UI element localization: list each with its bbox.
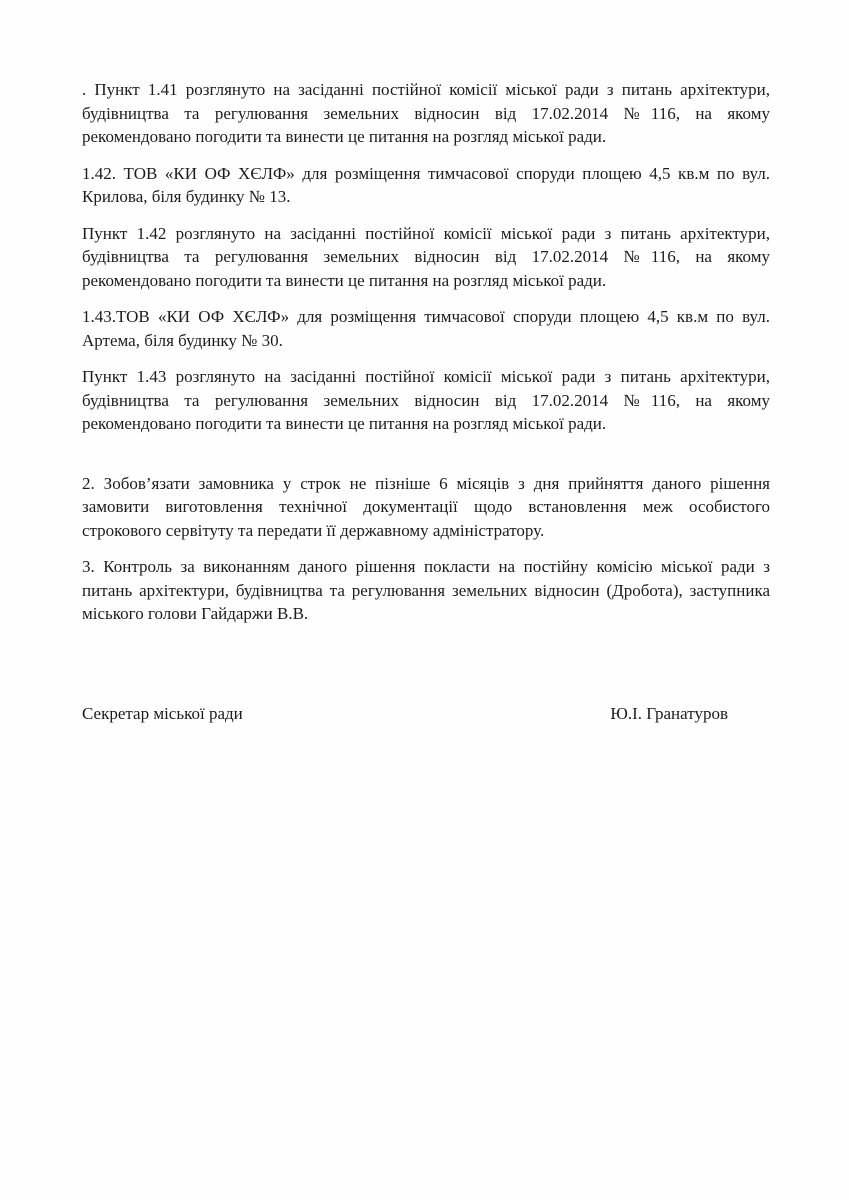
paragraph-clause-2-obligation: 2. Зобов’язати замовника у строк не пізніше 6 місяців з дня прийняття даного рішення замовити виготовлення технічної документації щодо встановлення меж особистого строкового сервітуту та передати її державному адміністратору. — [82, 473, 770, 540]
paragraph-item-1-43: 1.43.ТОВ «КИ ОФ ХЄЛФ» для розміщення тимчасової споруди площею 4,5 кв.м по вул. Артема, біля будинку № 30. — [82, 307, 770, 350]
paragraph-punkt-1-43-review: Пункт 1.43 розглянуто на засіданні постійної комісії міської ради з питань архітектури, будівництва та регулювання земельних відносин від 17.02.2014 №116, на якому рекомендовано погодити та винести це питання на розгляд міської ради. — [82, 367, 770, 433]
paragraph-punkt-1-41-review: . Пункт 1.41 розглянуто на засіданні постійної комісії міської ради з питань архітектури, будівництва та регулювання земельних відносин від 17.02.2014 №116, на якому рекомендовано погодити та винести це питання на розгляд міської ради. — [82, 80, 770, 146]
paragraph-clause-3-control: 3. Контроль за виконанням даного рішення покласти на постійну комісію міської ради з питань архітектури, будівництва та регулювання земельних відносин (Дробота), заступника міського голови Гайдаржи В.В. — [82, 557, 770, 623]
paragraph-punkt-1-42-review: Пункт 1.42 розглянуто на засіданні постійної комісії міської ради з питань архітектури, будівництва та регулювання земельних відносин від 17.02.2014 №116, на якому рекомендовано погодити та винести це питання на розгляд міської ради. — [82, 223, 770, 290]
signature-role: Секретар міської ради — [82, 703, 243, 723]
signature-name: Ю.І. Гранатуров — [610, 703, 728, 723]
signature-row — [82, 702, 770, 726]
paragraph-item-1-42: 1.42. ТОВ «КИ ОФ ХЄЛФ» для розміщення тимчасової споруди площею 4,5 кв.м по вул. Крилова, біля будинку № 13. — [82, 163, 770, 206]
